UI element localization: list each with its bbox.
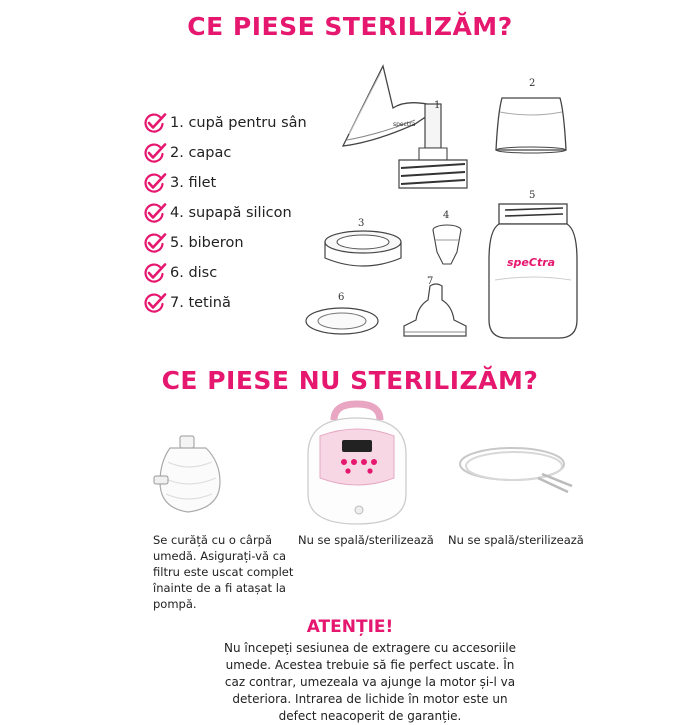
caption-filter: Se curăță cu o cârpă umedă. Asigurați-vă ca filtru este uscat complet înainte de a fi atașat la pompă.: [153, 533, 294, 611]
list-item: [143, 168, 307, 198]
parts-list: [143, 108, 307, 318]
diagram-number: 4: [443, 210, 450, 221]
list-item-label: 6. disc: [170, 265, 218, 281]
checkmark-circle-icon: [143, 112, 167, 134]
breast-shield-illustration: [335, 64, 475, 194]
checkmark-circle-icon: [143, 142, 167, 164]
list-item-label: 1. cupă pentru sân: [170, 115, 307, 131]
checkmark-circle-icon: [143, 262, 167, 284]
list-item-label: 7. tetină: [170, 295, 231, 311]
list-item: [143, 198, 307, 228]
heading-not-sterilize: CE PIESE NU STERILIZĂM?: [161, 366, 539, 395]
checkmark-circle-icon: [143, 232, 167, 254]
list-item: [143, 108, 307, 138]
list-item-label: 2. capac: [170, 145, 232, 161]
attention-title: ATENȚIE!: [306, 617, 394, 637]
backflow-protector-illustration: [150, 432, 230, 522]
list-item: [143, 258, 307, 288]
screw-ring-illustration: [320, 228, 406, 276]
diagram-number: 2: [529, 78, 536, 89]
diagram-number: 1: [434, 100, 441, 111]
checkmark-circle-icon: [143, 172, 167, 194]
caption-pump: Nu se spală/sterilizează: [298, 533, 434, 547]
list-item: [143, 288, 307, 318]
list-item: [143, 138, 307, 168]
tubing-illustration: [452, 440, 580, 496]
heading-sterilize: CE PIESE STERILIZĂM?: [187, 12, 513, 41]
diagram-number: 7: [427, 276, 434, 287]
diagram-number: 5: [529, 190, 536, 201]
list-item-label: 3. filet: [170, 175, 217, 191]
teat-illustration: [396, 282, 474, 344]
cap-illustration: [490, 92, 572, 154]
diagram-number: 6: [338, 292, 345, 303]
silicone-valve-illustration: [425, 222, 469, 268]
disc-illustration: [302, 304, 382, 338]
bottle-illustration: [485, 200, 580, 342]
list-item: [143, 228, 307, 258]
diagram-number: 3: [358, 218, 365, 229]
pump-unit-illustration: [298, 400, 416, 528]
list-item-label: 4. supapă silicon: [170, 205, 292, 221]
attention-text: Nu începeți sesiunea de extragere cu accesoriile umede. Acestea trebuie să fie perfect uscate. În caz contrar, umezeala va ajunge la motor și-l va deteriora. Intrarea de lichide în motor este un defect neacoperit de garanție.: [224, 641, 516, 723]
checkmark-circle-icon: [143, 292, 167, 314]
caption-tubing: Nu se spală/sterilizează: [448, 533, 584, 547]
brand-logo: speCtra: [507, 256, 556, 269]
checkmark-circle-icon: [143, 202, 167, 224]
svg-text:spectra: spectra: [393, 121, 416, 128]
list-item-label: 5. biberon: [170, 235, 244, 251]
